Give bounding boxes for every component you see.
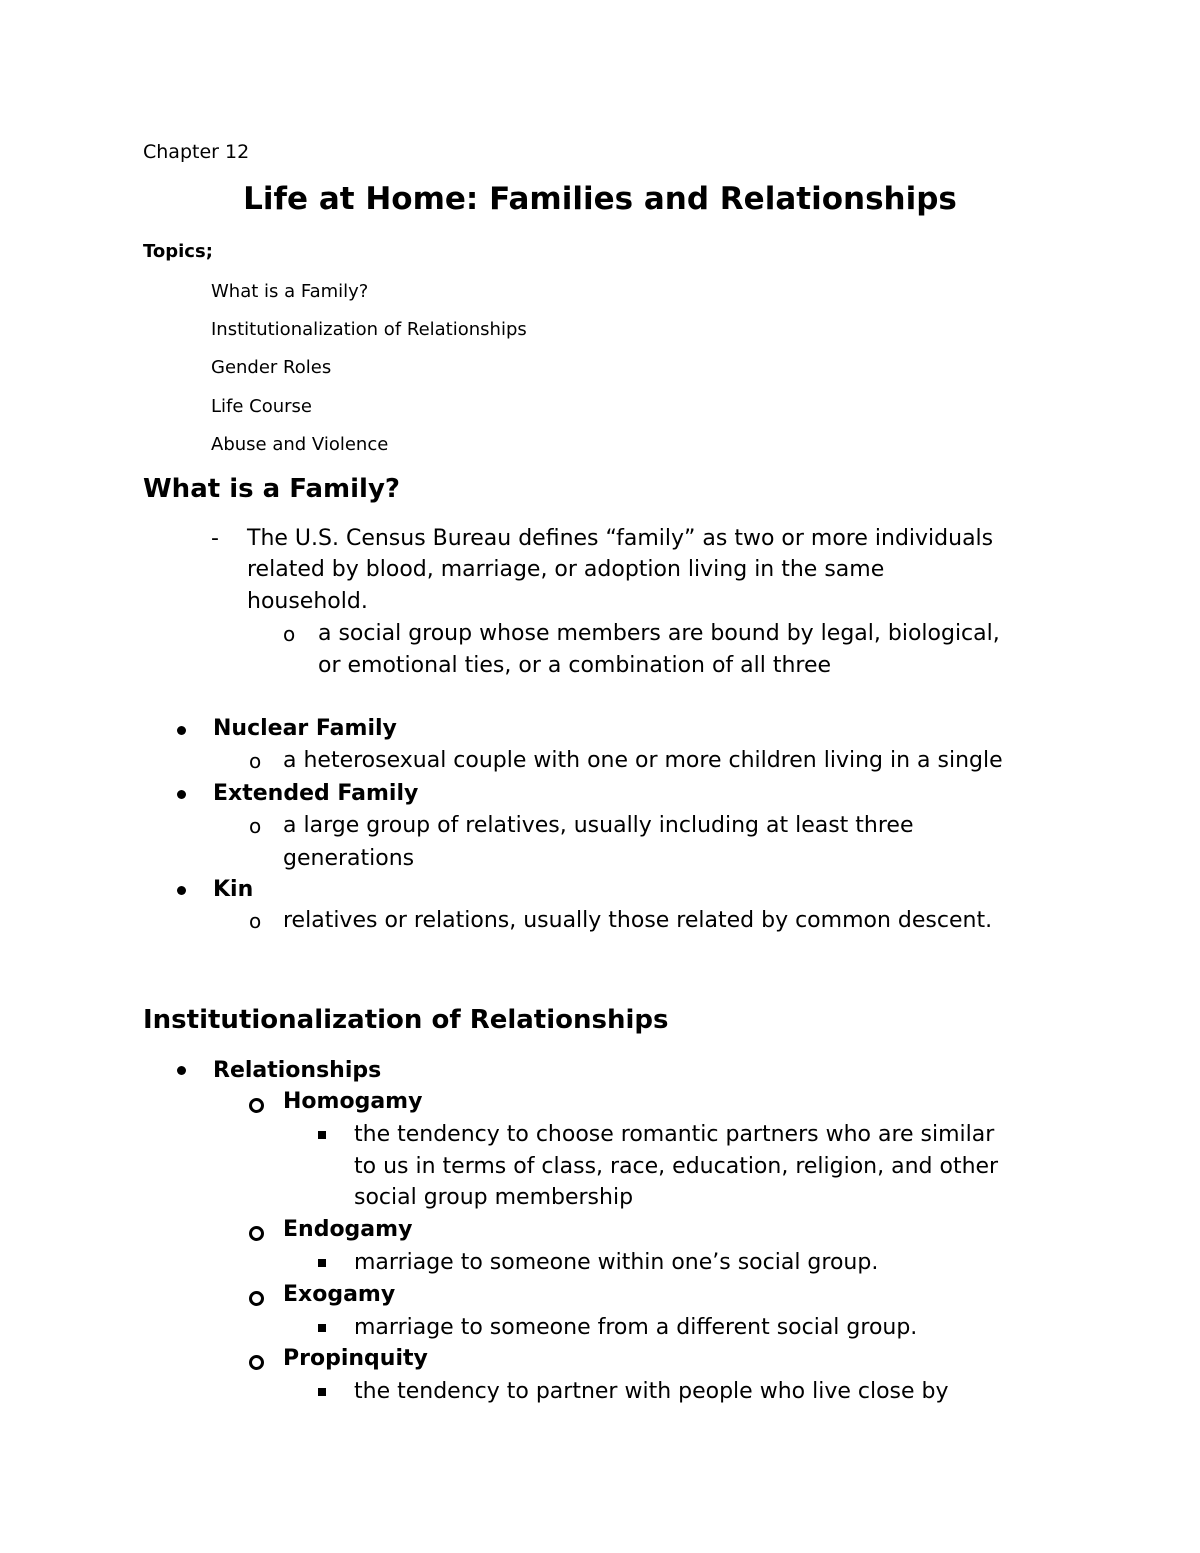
term-relationships: Relationships xyxy=(213,1058,382,1083)
circle-bullet: o xyxy=(249,749,262,773)
bullet-dot xyxy=(177,726,186,735)
definition-endogamy: marriage to someone within one’s social group. xyxy=(354,1250,879,1275)
definition-homogamy: to us in terms of class, race, education, religion, and other xyxy=(354,1154,999,1179)
definition-propinquity: the tendency to partner with people who live close by xyxy=(354,1379,949,1404)
circle-bullet xyxy=(249,1226,264,1241)
circle-bullet xyxy=(249,1355,264,1370)
definition-nuclear-family: a heterosexual couple with one or more children living in a single xyxy=(283,748,1003,773)
term-nuclear-family: Nuclear Family xyxy=(213,716,397,741)
topic-item: Abuse and Violence xyxy=(211,434,389,455)
circle-bullet: o xyxy=(249,814,262,838)
term-extended-family: Extended Family xyxy=(213,781,419,806)
circle-bullet xyxy=(249,1291,264,1306)
social-group-line: or emotional ties, or a combination of all three xyxy=(318,653,832,678)
topics-label: Topics; xyxy=(143,241,213,262)
chapter-label: Chapter 12 xyxy=(143,141,250,163)
definition-exogamy: marriage to someone from a different social group. xyxy=(354,1315,918,1340)
square-bullet xyxy=(318,1324,326,1332)
section-heading-relationships: Institutionalization of Relationships xyxy=(143,1005,669,1035)
dash-bullet: - xyxy=(211,526,219,551)
topic-item: Life Course xyxy=(211,396,313,417)
census-definition-line: household. xyxy=(247,589,368,614)
census-definition-line: related by blood, marriage, or adoption living in the same xyxy=(247,557,885,582)
topic-item: What is a Family? xyxy=(211,281,369,302)
circle-bullet: o xyxy=(283,622,296,646)
circle-bullet: o xyxy=(249,909,262,933)
topic-item: Gender Roles xyxy=(211,357,332,378)
social-group-line: a social group whose members are bound by legal, biological, xyxy=(318,621,1000,646)
topic-item: Institutionalization of Relationships xyxy=(211,319,527,340)
square-bullet xyxy=(318,1388,326,1396)
term-exogamy: Exogamy xyxy=(283,1282,396,1307)
definition-extended-family: generations xyxy=(283,846,415,871)
census-definition-line: The U.S. Census Bureau defines “family” as two or more individuals xyxy=(247,526,994,551)
section-heading-family: What is a Family? xyxy=(143,474,400,504)
circle-bullet xyxy=(249,1098,264,1113)
page-title: Life at Home: Families and Relationships xyxy=(243,181,957,217)
term-kin: Kin xyxy=(213,877,254,902)
definition-homogamy: the tendency to choose romantic partners who are similar xyxy=(354,1122,995,1147)
definition-homogamy: social group membership xyxy=(354,1185,634,1210)
bullet-dot xyxy=(177,886,186,895)
term-homogamy: Homogamy xyxy=(283,1089,423,1114)
definition-kin: relatives or relations, usually those related by common descent. xyxy=(283,908,993,933)
bullet-dot xyxy=(177,790,186,799)
square-bullet xyxy=(318,1131,326,1139)
term-endogamy: Endogamy xyxy=(283,1217,413,1242)
definition-extended-family: a large group of relatives, usually including at least three xyxy=(283,813,914,838)
term-propinquity: Propinquity xyxy=(283,1346,428,1371)
square-bullet xyxy=(318,1259,326,1267)
bullet-dot xyxy=(177,1066,186,1075)
